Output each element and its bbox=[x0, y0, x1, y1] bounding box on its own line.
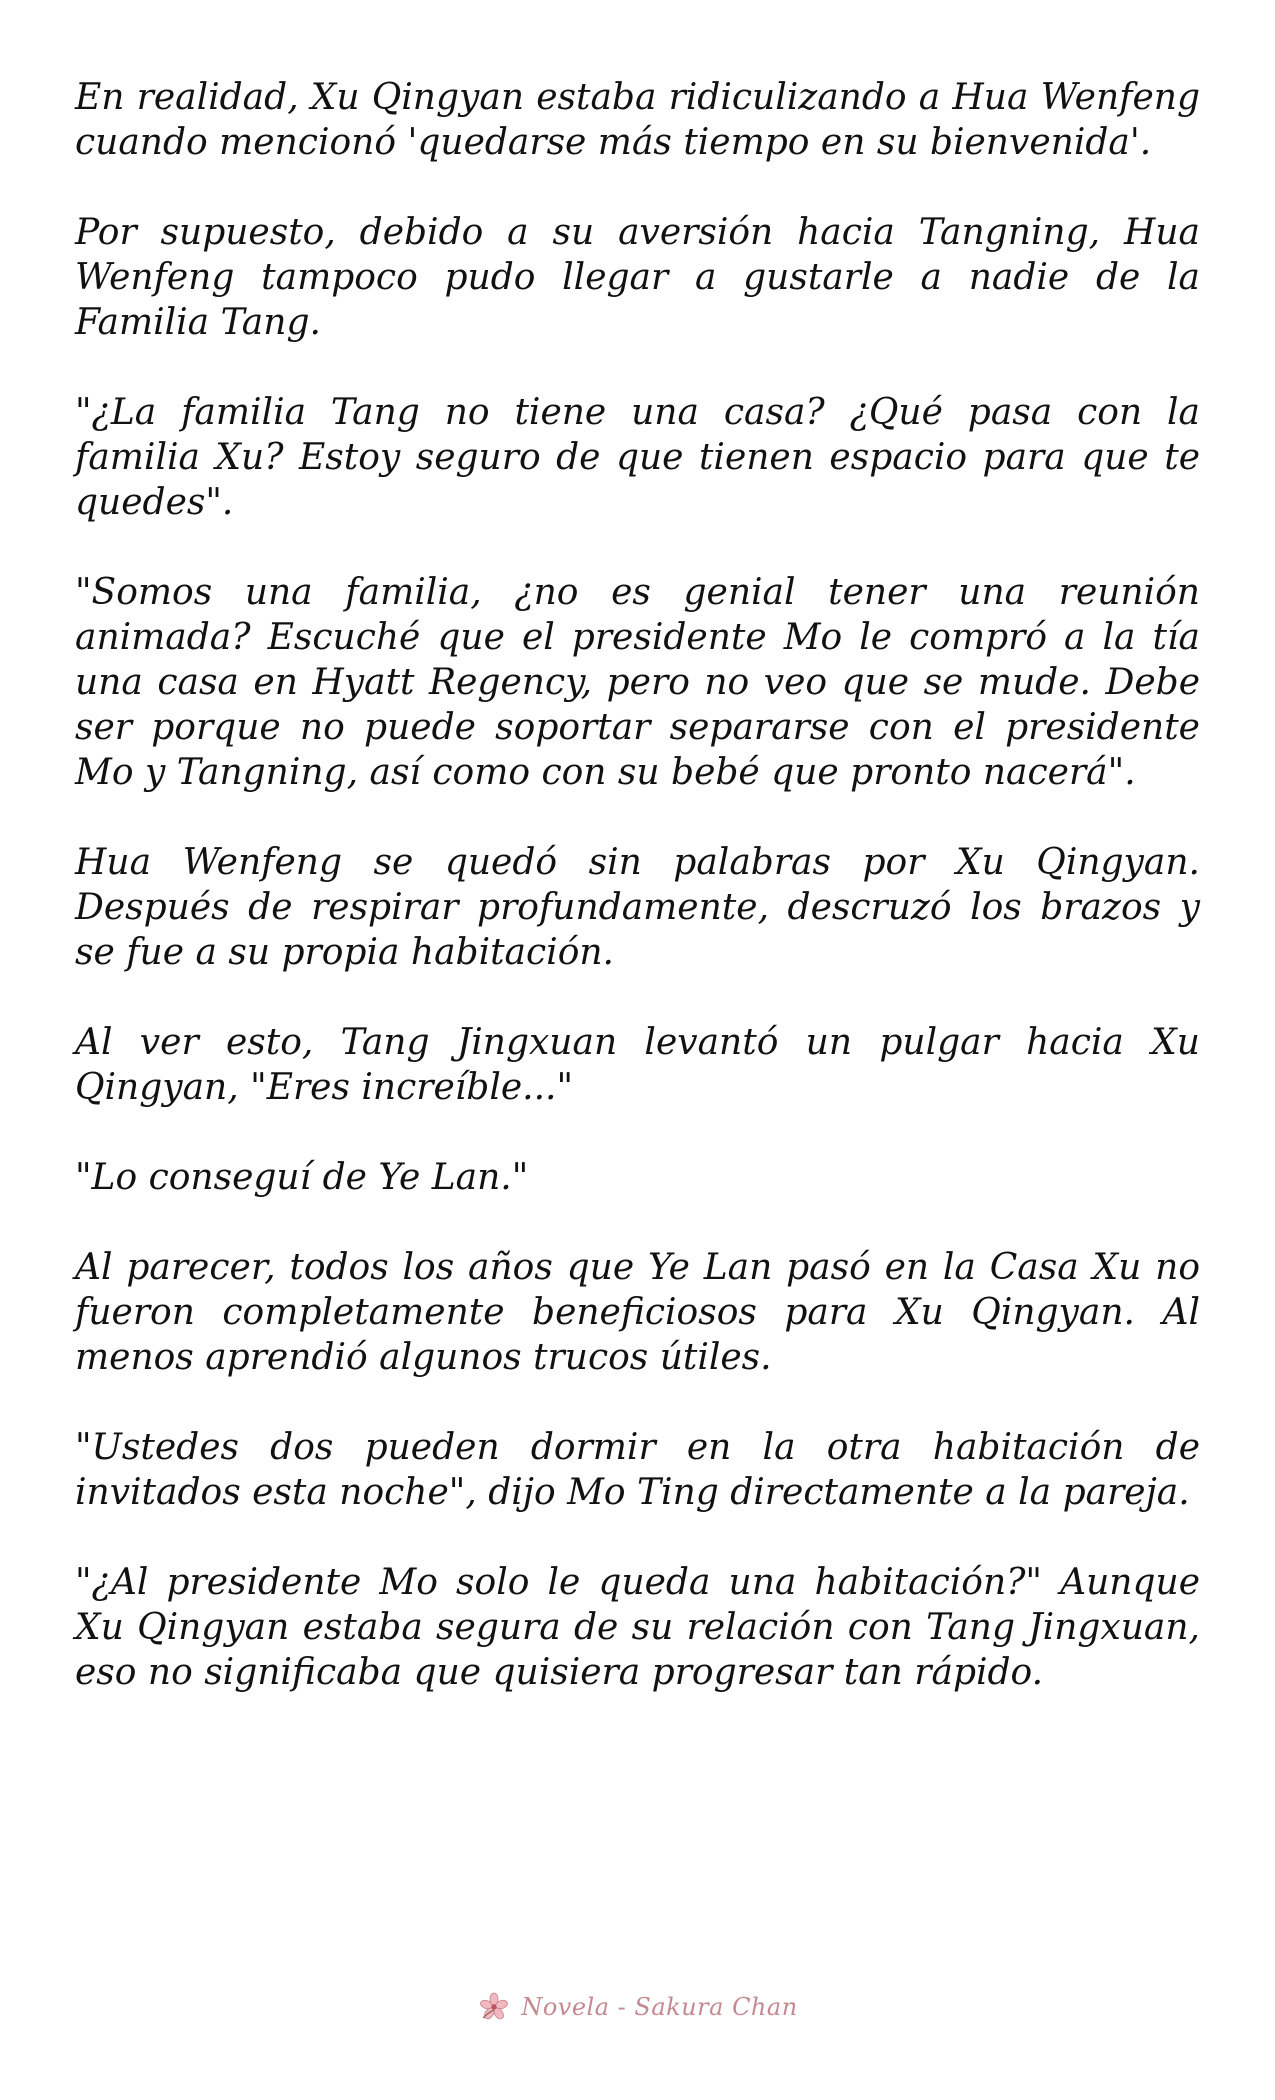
paragraph: Por supuesto, debido a su aversión hacia Tangning, Hua Wenfeng tampoco pudo llegar a gustarle a nadie de la Familia Tang. bbox=[75, 212, 1200, 343]
sakura-flower-icon bbox=[477, 1990, 511, 2024]
paragraph: Al parecer, todos los años que Ye Lan pasó en la Casa Xu no fueron completamente beneficiosos para Xu Qingyan. Al menos aprendió algunos trucos útiles. bbox=[75, 1247, 1200, 1378]
paragraph: "Ustedes dos pueden dormir en la otra habitación de invitados esta noche", dijo Mo Ting directamente a la pareja. bbox=[75, 1427, 1200, 1513]
paragraph: En realidad, Xu Qingyan estaba ridiculizando a Hua Wenfeng cuando mencionó 'quedarse más tiempo en su bienvenida'. bbox=[75, 77, 1200, 163]
footer-text: Novela - Sakura Chan bbox=[521, 1993, 798, 2021]
paragraph: Hua Wenfeng se quedó sin palabras por Xu Qingyan. Después de respirar profundamente, descruzó los brazos y se fue a su propia habitación. bbox=[75, 842, 1200, 973]
footer-watermark bbox=[0, 1990, 1275, 2024]
paragraph: "Somos una familia, ¿no es genial tener una reunión animada? Escuché que el presidente Mo le compró a la tía una casa en Hyatt Regency, pero no veo que se mude. Debe ser porque no puede soportar separarse con el presidente Mo y Tangning, así como con su bebé que pronto nacerá". bbox=[75, 572, 1200, 793]
document-body bbox=[75, 75, 1200, 1740]
paragraph: "¿La familia Tang no tiene una casa? ¿Qué pasa con la familia Xu? Estoy seguro de que tienen espacio para que te quedes". bbox=[75, 392, 1200, 523]
paragraph: "Lo conseguí de Ye Lan." bbox=[75, 1157, 529, 1198]
paragraph: Al ver esto, Tang Jingxuan levantó un pulgar hacia Xu Qingyan, "Eres increíble..." bbox=[75, 1022, 1200, 1108]
paragraph: "¿Al presidente Mo solo le queda una habitación?" Aunque Xu Qingyan estaba segura de su relación con Tang Jingxuan, eso no significaba que quisiera progresar tan rápido. bbox=[75, 1562, 1200, 1693]
